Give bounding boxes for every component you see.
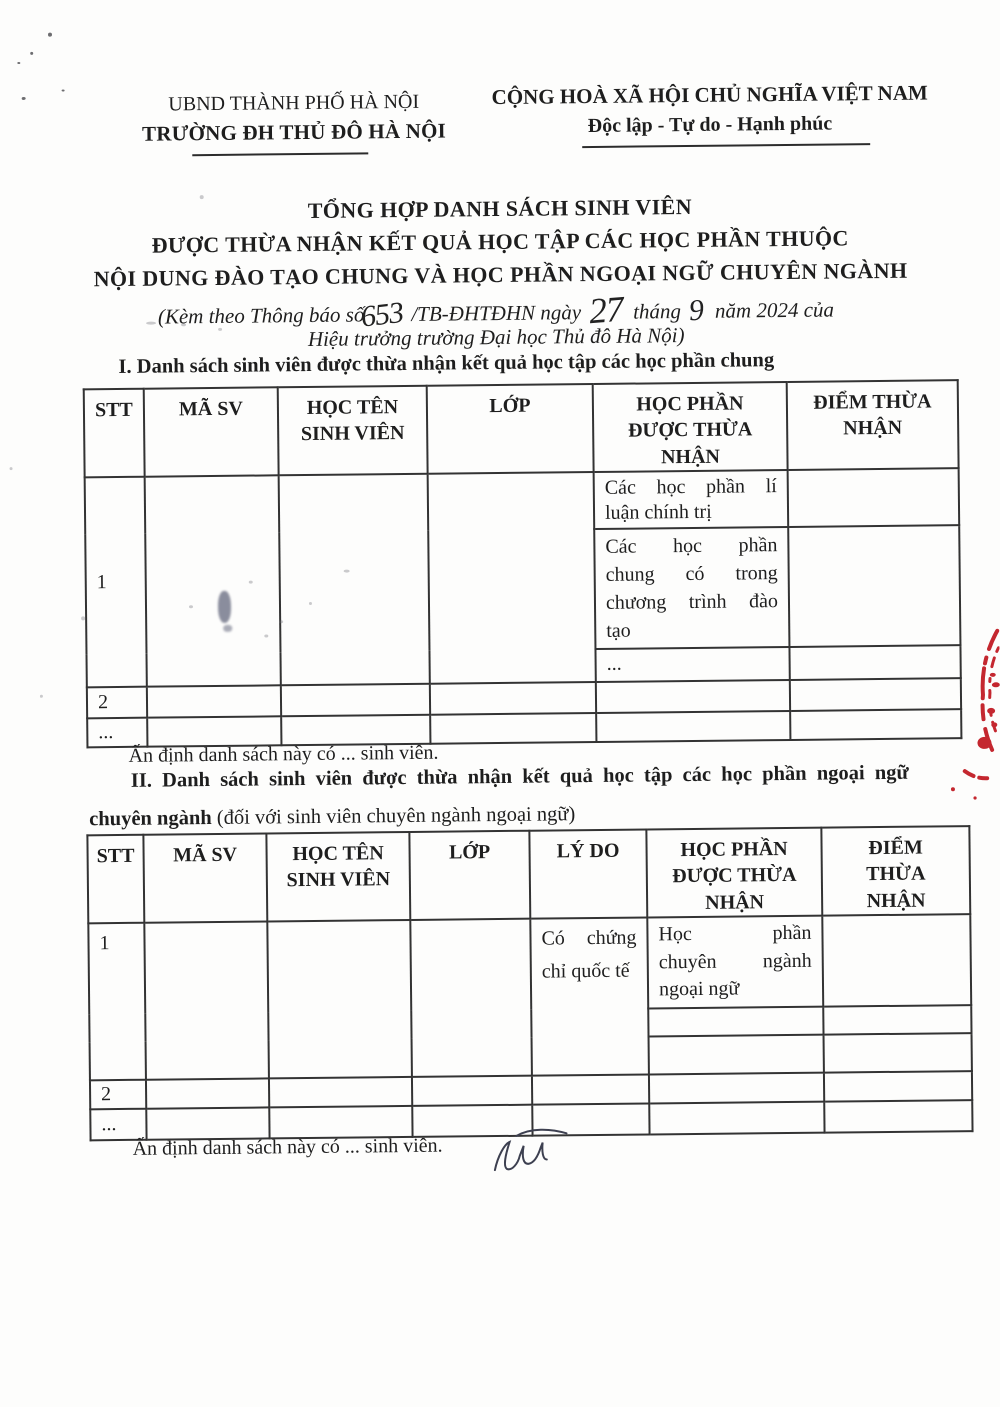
subtitle-part4: năm 2024 của — [714, 297, 835, 323]
table1-row1-masv — [145, 475, 281, 686]
motto-line2: Độc lập - Tự do - Hạnh phúc — [587, 112, 833, 138]
table1-row2-stt: 2 — [87, 687, 147, 719]
table2-row1-diem-1 — [822, 914, 971, 1006]
attachment-reference-line2: Hiệu trưởng trường Đại học Thủ đô Hà Nội) — [307, 323, 685, 351]
table2-header-hocphan: HỌC PHẦN ĐƯỢC THỪA NHẬN — [646, 828, 822, 918]
scan-speck — [10, 467, 13, 470]
subtitle-part2: /TB-ĐHTĐHN ngày — [411, 300, 582, 326]
table-cell — [412, 1076, 532, 1106]
ink-smudge — [218, 591, 231, 623]
table2-header-diem: ĐIỂM THỪA NHẬN — [821, 826, 970, 916]
title-line2: ĐƯỢC THỪA NHẬN KẾT QUẢ HỌC TẬP CÁC HỌC PHẦN THUỘC — [151, 225, 849, 258]
table-cell — [790, 678, 961, 711]
table1-row1-sub1 — [85, 468, 960, 534]
section2-heading-rest: (đối với sinh viên chuyên ngành ngoại ngữ) — [211, 803, 576, 830]
table-cell — [532, 1074, 649, 1104]
scan-speck — [30, 52, 33, 55]
table1-row1-diem-1 — [788, 468, 960, 527]
section2-heading-line2 — [89, 803, 575, 831]
handwritten-initials-squiggle — [480, 1123, 577, 1182]
document-title — [5, 187, 996, 296]
hocphan-line: ... — [606, 652, 622, 675]
authority-line1: UBND THÀNH PHỐ HÀ NỘI — [168, 90, 420, 116]
table2-row1-stt: 1 — [88, 923, 146, 1080]
scan-speck — [40, 695, 43, 698]
scan-speck — [279, 620, 283, 623]
table2-row1-lop — [410, 919, 532, 1077]
scan-speck — [181, 323, 186, 326]
section2-count-line: Ấn định danh sách này có ... sinh viên. — [132, 1134, 443, 1160]
handwritten-month: 9 — [687, 293, 704, 328]
title-line1: TỔNG HỢP DANH SÁCH SINH VIÊN — [307, 193, 693, 223]
section1-count-line: Ấn định danh sách này có ... sinh viên. — [128, 741, 439, 767]
table2-row1-hocphan-1 — [647, 916, 823, 1009]
authority-underline — [192, 153, 368, 157]
table1-row1-diem-3 — [789, 645, 960, 680]
section2-heading-line1: II. Danh sách sinh viên được thừa nhận kết quả học tập các học phần ngoại ngữ — [130, 761, 909, 792]
table2-header-row — [87, 826, 970, 923]
table-cell — [146, 1078, 269, 1108]
table1-header-diem: ĐIỂM THỪA NHẬN — [787, 380, 959, 470]
table1-row1-diem-2 — [788, 525, 960, 647]
table2-header-lop: LỚP — [409, 831, 530, 920]
scan-speck — [309, 602, 312, 605]
section1-heading: I. Danh sách sinh viên được thừa nhận kết quả học tập các học phần chung — [118, 349, 775, 378]
table1-row3-stt: ... — [87, 718, 147, 748]
hocphan-line: luận chính trị — [604, 500, 712, 524]
national-motto-block — [480, 79, 941, 149]
hocphan-line: ngoại ngữ — [658, 977, 740, 1001]
table-cell — [430, 713, 596, 744]
handwritten-document-number: 653 — [359, 295, 406, 334]
section1-table — [83, 379, 963, 748]
table-cell — [430, 682, 596, 715]
table2-row1-masv — [144, 922, 269, 1080]
table2-row1-hocphan-3 — [649, 1035, 824, 1075]
scan-speck — [249, 581, 253, 584]
table2-row1-diem-2 — [823, 1005, 971, 1035]
scan-speck — [344, 570, 350, 573]
table-cell — [824, 1100, 972, 1133]
table-cell — [824, 1071, 972, 1102]
scan-speck — [17, 62, 20, 64]
ink-smudge — [223, 625, 232, 632]
subtitle-part3: tháng — [633, 299, 682, 324]
table2-row1-sub1 — [88, 914, 971, 1014]
title-line3: NỘI DUNG ĐÀO TẠO CHUNG VÀ HỌC PHẦN NGOẠI NGỮ CHUYÊN NGÀNH — [93, 257, 908, 292]
table1-row1-hocphan-1 — [594, 470, 789, 529]
lydo-line: Có chứng — [541, 926, 637, 950]
scan-speck — [81, 616, 85, 620]
table2-row3-stt: ... — [90, 1109, 146, 1141]
table1-row1-hocphan-2 — [594, 527, 789, 649]
hocphan-line: chương trình đào — [605, 590, 779, 614]
table-cell — [596, 711, 790, 742]
motto-line1: CỘNG HOÀ XÃ HỘI CHỦ NGHĨA VIỆT NAM — [491, 80, 928, 110]
section2-table — [86, 825, 973, 1141]
hocphan-line: tạo — [606, 619, 631, 642]
table-cell — [790, 709, 961, 740]
table2-row2-stt: 2 — [90, 1080, 146, 1110]
table2-header-stt: STT — [87, 835, 144, 924]
section2-heading-bold: chuyên ngành — [89, 807, 212, 831]
scan-speck — [22, 97, 26, 100]
scan-speck — [200, 195, 204, 199]
red-stamp-fragment — [939, 593, 1000, 809]
hocphan-line: Học phần — [658, 921, 812, 946]
authority-line2: TRƯỜNG ĐH THỦ ĐÔ HÀ NỘI — [141, 118, 447, 146]
table-cell — [281, 715, 430, 746]
table-cell — [269, 1106, 412, 1138]
lydo-line: chỉ quốc tế — [541, 959, 630, 983]
table1-header-hoten: HỌC TÊN SINH VIÊN — [278, 386, 428, 476]
table1-header-stt: STT — [84, 389, 145, 478]
table-cell — [649, 1073, 824, 1104]
scan-speck — [189, 605, 193, 608]
table1-row1-stt: 1 — [85, 477, 147, 687]
hocphan-line: Các học phần — [605, 534, 778, 558]
table1-row1-hocphan-3 — [595, 647, 789, 682]
table1-header-masv: MÃ SV — [144, 387, 279, 477]
table-cell — [269, 1077, 412, 1107]
scan-speck — [48, 33, 52, 37]
table-cell — [281, 684, 430, 717]
hocphan-line: chuyên ngành — [658, 949, 812, 974]
table-cell — [147, 716, 281, 746]
table-cell — [649, 1102, 824, 1135]
table-cell — [147, 685, 281, 717]
table2-row1-hoten — [267, 920, 412, 1078]
hocphan-line: Các học phần lí — [604, 475, 777, 500]
table-cell — [596, 680, 790, 713]
table-cell — [146, 1107, 269, 1139]
scan-speck — [218, 328, 222, 331]
table1-row1-lop — [428, 472, 596, 684]
hocphan-line: chung có trong — [605, 562, 778, 586]
issuing-authority-block — [112, 88, 477, 157]
motto-underline — [582, 143, 870, 148]
table1-row1-hoten — [279, 474, 430, 685]
table2-header-masv: MÃ SV — [143, 833, 267, 922]
table2-row1-diem-3 — [824, 1033, 972, 1073]
table1-header-hocphan: HỌC PHẦN ĐƯỢC THỪA NHẬN — [593, 382, 788, 472]
table1-header-row — [84, 380, 959, 477]
table2-row1-lydo — [530, 918, 649, 1076]
table2-header-lydo: LÝ DO — [529, 829, 647, 918]
subtitle-part1: (Kèm theo Thông báo số — [157, 302, 365, 329]
table2-header-hoten: HỌC TÊN SINH VIÊN — [266, 832, 410, 922]
scan-speck — [264, 634, 268, 637]
handwritten-day: 27 — [587, 288, 625, 332]
table2-row1-hocphan-2 — [648, 1007, 823, 1037]
scan-speck — [62, 90, 65, 92]
table1-header-lop: LỚP — [427, 384, 594, 474]
